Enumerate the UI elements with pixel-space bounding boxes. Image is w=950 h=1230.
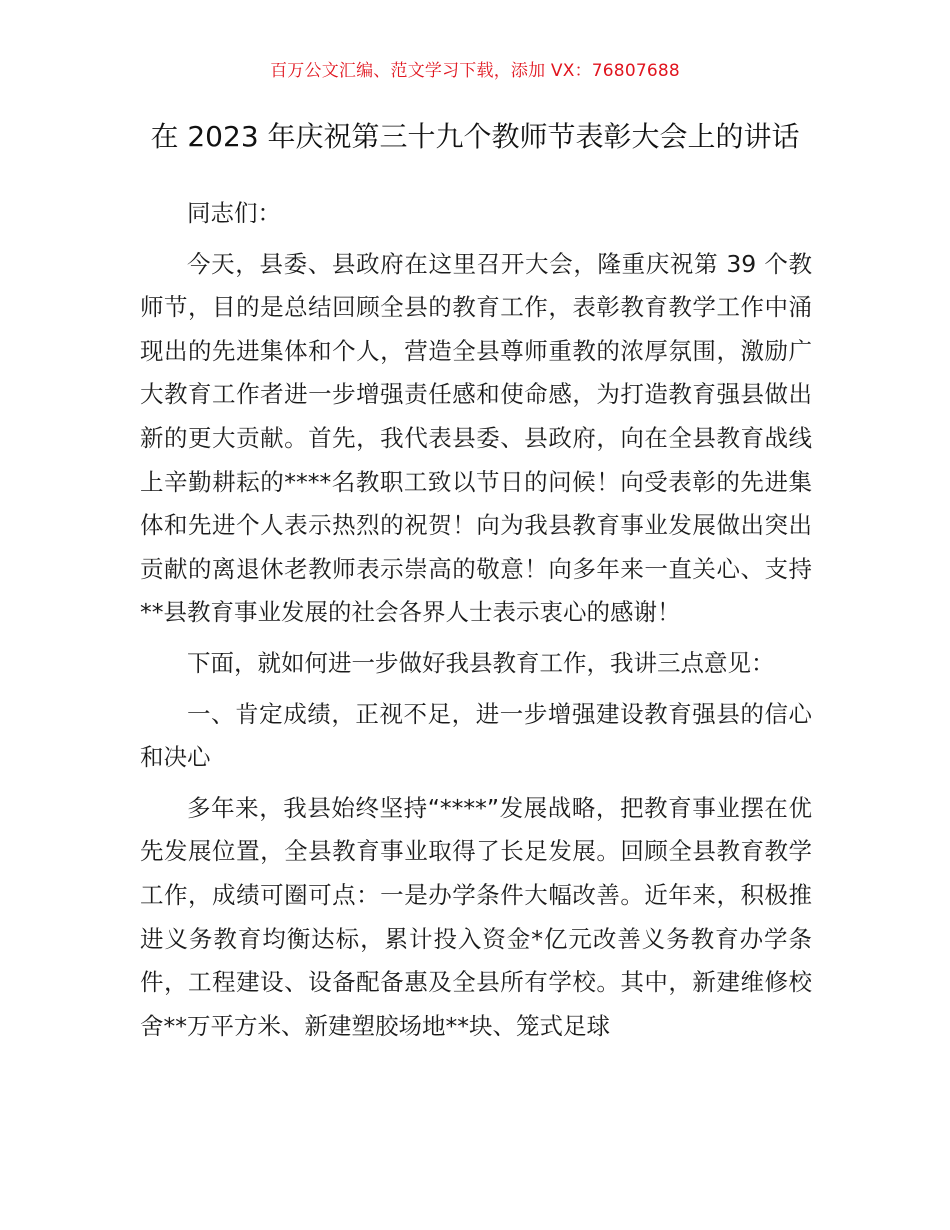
document-title: 在 2023 年庆祝第三十九个教师节表彰大会上的讲话 <box>150 120 800 153</box>
watermark-banner: 百万公文汇编、范文学习下载，添加 VX：76807688 <box>270 61 680 81</box>
document-body <box>140 192 812 1055</box>
achievements-paragraph: 多年来，我县始终坚持“****”发展战略，把教育事业摆在优先发展位置，全县教育事业取得了长足发展。回顾全县教育教学工作，成绩可圈可点：一是办学条件大幅改善。近年来，积极推进义务教育均衡达标，累计投入资金*亿元改善义务教育办学条件，工程建设、设备配备惠及全县所有学校。其中，新建维修校舍**万平方米、新建塑胶场地**块、笼式足球 <box>140 793 812 1040</box>
salutation-paragraph: 同志们： <box>187 199 281 227</box>
opening-paragraph: 今天，县委、县政府在这里召开大会，隆重庆祝第 39 个教师节，目的是总结回顾全县的教育工作，表彰教育教学工作中涌现出的先进集体和个人，营造全县尊师重教的浓厚氛围，激励广大教育工作者进一步增强责任感和使命感，为打造教育强县做出新的更大贡献。首先，我代表县委、县政府，向在全县教育战线上辛勤耕耘的****名教职工致以节日的问候！向受表彰的先进集体和先进个人表示热烈的祝贺！向为我县教育事业发展做出突出贡献的离退休老教师表示崇高的敬意！向多年来一直关心、支持**县教育事业发展的社会各界人士表示衷心的感谢！ <box>140 249 812 627</box>
section-heading-1: 一、肯定成绩，正视不足，进一步增强建设教育强县的信心和决心 <box>140 699 812 772</box>
transition-paragraph: 下面，就如何进一步做好我县教育工作，我讲三点意见： <box>187 648 775 677</box>
